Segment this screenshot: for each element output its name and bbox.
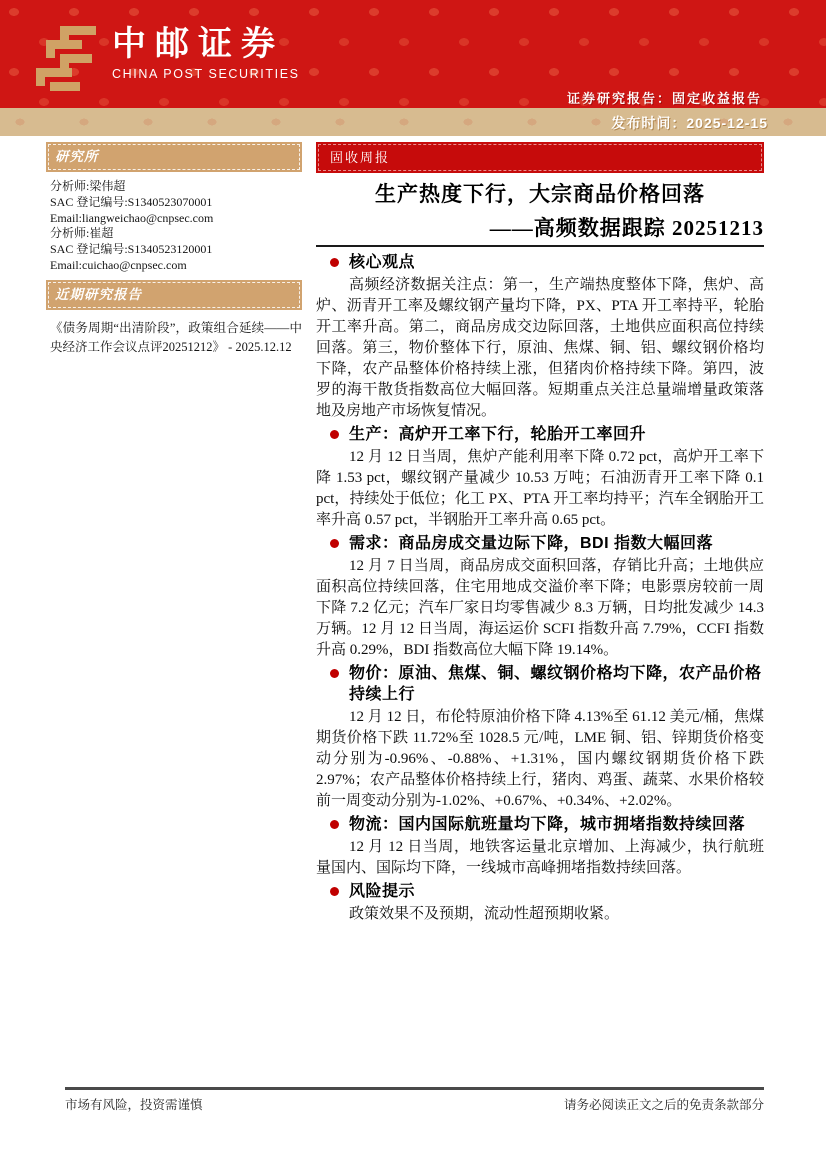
bullet-icon bbox=[330, 258, 339, 267]
section-body: 高频经济数据关注点：第一，生产端热度整体下降，焦炉、高炉、沥青开工率及螺纹钢产量均下降，PX、PTA 开工率持平，轮胎开工率升高。第二，商品房成交边际回落，土地供应面积高位持续回落。第三，物价整体下行，原油、焦煤、铜、铝、螺纹钢价格均下降，农产品整体价格持续上涨，但猪肉价格持续下降。第四，波罗的海干散货指数高位大幅回落。短期重点关注总量端增量政策落地及房地产市场恢复情况。 bbox=[316, 277, 764, 419]
section-demand bbox=[316, 533, 764, 661]
publish-date-label: 发布时间：2025-12-15 bbox=[611, 115, 768, 131]
bullet-icon bbox=[330, 430, 339, 439]
section-risk bbox=[316, 881, 764, 925]
section-title: 物价：原油、焦煤、铜、螺纹钢价格均下降，农产品价格持续上行 bbox=[349, 665, 762, 703]
section-heading bbox=[316, 252, 764, 273]
brand-logo bbox=[30, 22, 300, 96]
section-core-views bbox=[316, 252, 764, 422]
recent-reports-title: 近期研究报告 bbox=[48, 282, 300, 308]
section-production bbox=[316, 424, 764, 531]
section-title: 核心观点 bbox=[349, 254, 416, 271]
analyst-line: SAC 登记编号:S1340523120001 bbox=[50, 242, 213, 257]
brand-name-cn: 中邮证券 bbox=[112, 25, 284, 63]
section-body: 12 月 12 日当周，地铁客运量北京增加、上海减少，执行航班量国内、国际均下降，一线城市高峰拥堵指数持续回落。 bbox=[316, 839, 764, 876]
section-logistics bbox=[316, 814, 764, 879]
section-title: 需求：商品房成交量边际下降，BDI 指数大幅回落 bbox=[349, 535, 714, 552]
report-type-label: 证券研究报告：固定收益报告 bbox=[566, 91, 762, 106]
section-body: 12 月 12 日当周，焦炉产能利用率下降 0.72 pct，高炉开工率下降 1.53 pct，螺纹钢产量减少 10.53 万吨；石油沥青开工率下降 0.1 pct，持续处于低位；化工 PX、PTA 开工率均持平；汽车全钢胎开工率升高 0.57 pct，半钢胎开工率升高 0.65 pct。 bbox=[316, 449, 764, 528]
footer-disclaimer-right: 请务必阅读正文之后的免责条款部分 bbox=[563, 1098, 764, 1112]
footer bbox=[65, 1087, 764, 1113]
brand-text bbox=[112, 22, 300, 82]
analyst-line: 分析师:崔超 bbox=[50, 226, 114, 241]
bullet-icon bbox=[330, 669, 339, 678]
report-title-line1: 生产热度下行，大宗商品价格回落 bbox=[375, 182, 705, 206]
section-title: 物流：国内国际航班量均下降，城市拥堵指数持续回落 bbox=[349, 816, 746, 833]
title-divider bbox=[316, 245, 764, 247]
header-red-band bbox=[0, 0, 826, 108]
section-body: 12 月 7 日当周，商品房成交面积回落，存销比升高；土地供应面积高位持续回落，住宅用地成交溢价率下降；电影票房较前一周下降 7.2 亿元；汽车厂家日均零售减少 8.3 万辆，日均批发减少 14.3 万辆。12 月 12 日当周，海运运价 SCFI 指数升高 7.79%，CCFI 指数升高 0.29%，BDI 指数高位大幅下降 19.14%。 bbox=[316, 558, 764, 658]
brand-name-en: CHINA POST SECURITIES bbox=[112, 67, 300, 81]
bullet-icon bbox=[330, 539, 339, 548]
report-title-line2: ——高频数据跟踪 20251213 bbox=[489, 216, 764, 240]
bullet-icon bbox=[330, 820, 339, 829]
section-heading bbox=[316, 663, 764, 705]
recent-report-item: 《债务周期“出清阶段”，政策组合延续——中央经济工作会议点评20251212》 - 2025.12.12 bbox=[50, 320, 302, 355]
research-office-title: 研究所 bbox=[48, 144, 300, 170]
sections bbox=[316, 252, 764, 925]
section-heading bbox=[316, 814, 764, 835]
section-prices bbox=[316, 663, 764, 812]
analyst-line: Email:cuichao@cnpsec.com bbox=[50, 257, 187, 272]
section-title: 生产：高炉开工率下行，轮胎开工率回升 bbox=[349, 426, 647, 443]
china-post-logo-icon bbox=[30, 22, 104, 96]
section-title: 风险提示 bbox=[349, 883, 416, 900]
category-bar bbox=[316, 142, 764, 173]
main-content bbox=[316, 142, 764, 927]
category-badge: 固收周报 bbox=[318, 144, 762, 171]
analyst-line: 分析师:梁伟超 bbox=[50, 179, 126, 193]
research-office-header bbox=[46, 142, 302, 172]
sidebar bbox=[46, 142, 302, 358]
analyst-info bbox=[50, 179, 302, 274]
footer-disclaimer-left: 市场有风险，投资需谨慎 bbox=[65, 1098, 203, 1112]
section-body: 政策效果不及预期，流动性超预期收紧。 bbox=[349, 906, 620, 922]
section-heading bbox=[316, 881, 764, 902]
section-heading bbox=[316, 533, 764, 554]
analyst-line: Email:liangweichao@cnpsec.com bbox=[50, 210, 214, 225]
analyst-line: SAC 登记编号:S1340523070001 bbox=[50, 194, 213, 209]
section-body: 12 月 12 日，布伦特原油价格下降 4.13%至 61.12 美元/桶，焦煤期货价格下跌 11.72%至 1028.5 元/吨，LME 铜、铝、锌期货价格变动分别为-0.96%、-0.88%、+1.31%，国内螺纹钢期货价格下跌 2.97%；农产品整体价格持续上行，猪肉、鸡蛋、蔬菜、水果价格较前一周变动分别为-1.02%、+0.67%、+0.34%、+2.02%。 bbox=[316, 709, 764, 809]
bullet-icon bbox=[330, 887, 339, 896]
recent-reports-header bbox=[46, 280, 302, 310]
section-heading bbox=[316, 424, 764, 445]
